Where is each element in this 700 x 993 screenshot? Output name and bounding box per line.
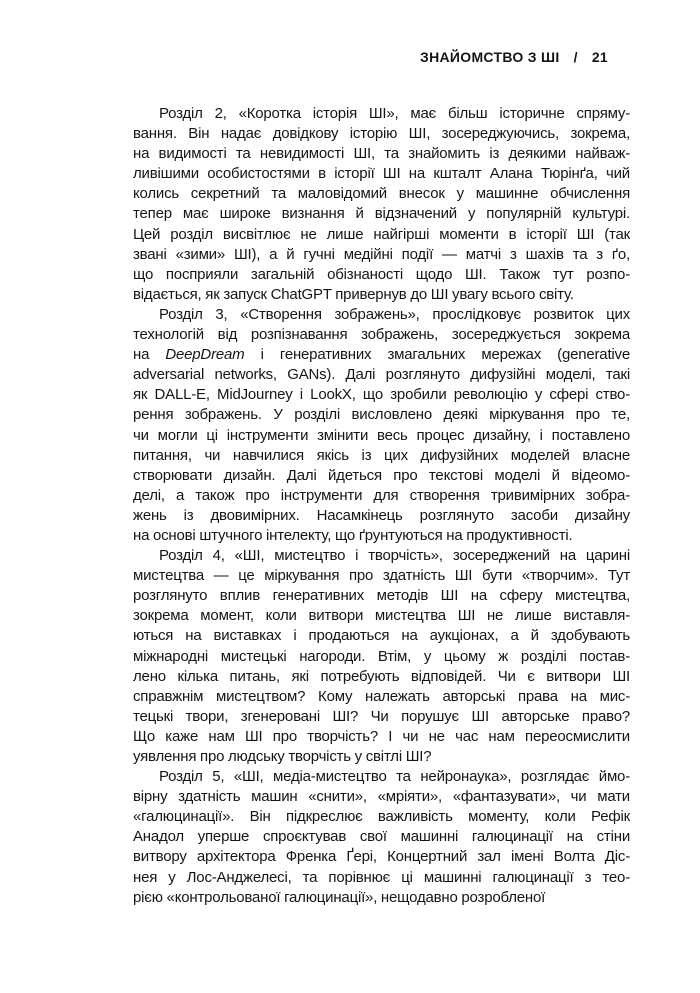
page-number: 21 bbox=[591, 49, 608, 65]
text-line: зокрема момент, коли витвори мистецтва ШІ не лише виставля- bbox=[133, 607, 630, 625]
text-line bbox=[133, 345, 630, 365]
text-segment: і генеративних змагальних мережах (generative bbox=[244, 346, 630, 364]
paragraph-chapter4 bbox=[133, 546, 630, 767]
text-line: на основі штучного інтелекту, що ґрунтуються на продуктивності. bbox=[133, 526, 573, 544]
paragraph-chapter2 bbox=[133, 104, 630, 305]
text-line: Розділ 2, «Коротка історія ШІ», має більш історичне спряму- bbox=[159, 105, 630, 122]
text-line: витвору архітектора Френка Ґері, Концертний зал імені Волта Діс- bbox=[133, 848, 630, 866]
text-line: «галюцинації». Він підкреслює важливість моменту, коли Рефік bbox=[133, 808, 630, 826]
text-line: на видимості та невидимості ШІ, та знайомить із деякими найваж- bbox=[133, 145, 630, 163]
text-line: міжнародні мистецькі нагороди. Втім, у цьому ж розділі постав- bbox=[133, 647, 630, 665]
text-line: Що каже нам ШІ про творчість? І чи не час нам переосмислити bbox=[133, 727, 630, 745]
text-line: тепер має широке визнання й відзначений у популярній культурі. bbox=[133, 205, 630, 223]
text-line: Анадол уперше спроєктував свої машинні галюцинації на стіни bbox=[133, 828, 630, 846]
text-line: уявлення про людську творчість у світлі ШІ? bbox=[133, 748, 432, 765]
text-line: Розділ 3, «Створення зображень», прослідковує розвиток цих bbox=[159, 305, 630, 323]
italic-term: DeepDream bbox=[165, 346, 245, 364]
text-line: мистецтва — це міркування про здатність ШІ бути «творчим». Тут bbox=[133, 567, 630, 585]
page-header bbox=[0, 49, 608, 65]
text-line: лено кілька питань, які потребують відповідей. Чи є витвори ШІ bbox=[133, 667, 630, 685]
text-line: відається, як запуск ChatGPT привернув до ШІ увагу всього світу. bbox=[133, 285, 574, 303]
text-segment: на bbox=[133, 346, 166, 364]
header-separator: / bbox=[573, 49, 578, 65]
text-line: тецькі твори, згенеровані ШІ? Чи порушує ШІ авторське право? bbox=[133, 707, 630, 725]
text-line: жень із двовимірних. Насамкінець розглянуто засоби дизайну bbox=[133, 506, 630, 524]
paragraph-chapter3 bbox=[133, 305, 630, 546]
text-line: справжнім мистецтвом? Кому належать авторські права на мис- bbox=[133, 687, 630, 705]
text-line: рією «контрольованої галюцинації», нещодавно розробленої bbox=[133, 888, 546, 906]
text-line: Розділ 4, «ШІ, мистецтво і творчість», зосереджений на царині bbox=[159, 547, 630, 565]
text-line: рення зображень. У розділі висловлено деякі міркування про те, bbox=[133, 406, 630, 424]
text-line: звані «зими» ШІ), а й гучні медійні події — матчі з шахів та з ґо, bbox=[133, 245, 630, 263]
text-line: питання, чи навчилися якісь із цих дифузійних моделей власне bbox=[133, 446, 630, 464]
text-line: делі, а також про інструменти для створення тривимірних зобра- bbox=[133, 486, 630, 504]
text-line: нея у Лос-Анджелесі, та порівнює ці машинні галюцинації з тео- bbox=[133, 868, 630, 886]
text-line: вірну здатність машин «снити», «мріяти», «фантазувати», чи мати bbox=[133, 788, 630, 806]
paragraph-chapter5 bbox=[133, 767, 630, 908]
body-text bbox=[133, 104, 630, 908]
text-line: ються на виставках і продаються на аукціонах, а й здобувають bbox=[133, 627, 630, 645]
text-line: як DALL-E, MidJourney і LookX, що зробили революцію у сфері ство- bbox=[133, 386, 630, 404]
text-line: Цей розділ висвітлює не лише найгірші моменти в історії ШІ (так bbox=[133, 225, 630, 243]
text-line: що посприяли загальній обізнаності щодо ШІ. Також тут розпо- bbox=[133, 265, 630, 283]
text-line: технологій від розпізнавання зображень, зосереджується зокрема bbox=[133, 326, 630, 344]
text-line: колись секретний та маловідомий внесок у машинне обчислення bbox=[133, 185, 630, 203]
text-line: розглянуто вплив генеративних методів ШІ на сферу мистецтва, bbox=[133, 587, 630, 605]
text-line: створювати дизайн. Далі йдеться про текстові моделі й відеомо- bbox=[133, 466, 630, 484]
text-line: ливішими особистостями в історії ШІ на кшталт Алана Тюрінґа, чий bbox=[133, 165, 630, 183]
running-title: ЗНАЙОМСТВО З ШІ bbox=[420, 49, 560, 65]
text-line: Розділ 5, «ШІ, медіа-мистецтво та нейронаука», розглядає ймо- bbox=[159, 768, 630, 786]
text-line: вання. Він надає довідкову історію ШІ, зосереджуючись, зокрема, bbox=[133, 125, 630, 143]
text-line: чи могли ці інструменти змінити весь процес дизайну, і поставлено bbox=[133, 426, 630, 444]
text-line: adversarial networks, GANs). Далі розглянуто дифузійні моделі, такі bbox=[133, 366, 630, 384]
